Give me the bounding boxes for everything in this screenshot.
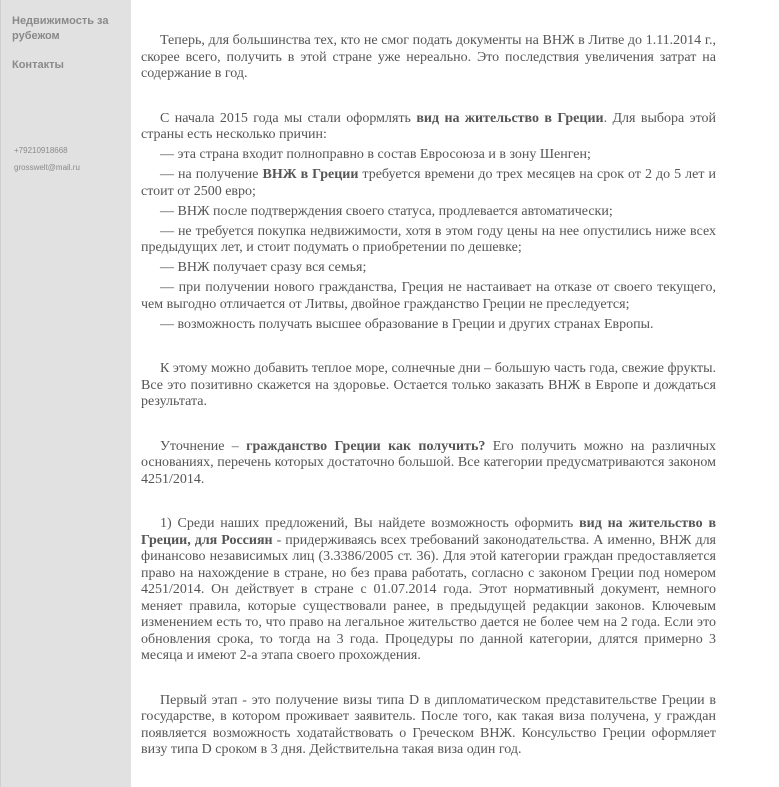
nav-link-real-estate-abroad[interactable]: Недвижимость за рубежом <box>12 15 109 42</box>
contact-phone: +79210918668 <box>14 146 68 155</box>
list-item: — эта страна входит полноправно в состав Евросоюза и в зону Шенген; <box>160 147 591 162</box>
list-item: — не требуется покупка недвижимости, хотя в этом году цены на нее опустились ниже всех предыдущих лет, и стоит подумать о приобретении по дешевке; <box>141 223 716 255</box>
contact-email[interactable]: grosswelt@mail.ru <box>14 163 80 172</box>
highlight-vnzh-greece: ВНЖ в Греции <box>262 167 359 182</box>
list-item: — возможность получать высшее образование в Греции и других странах Европы. <box>160 316 654 332</box>
paragraph-benefits: К этому можно добавить теплое море, солнечные дни – большую часть года, свежие фрукты. Все это позитивно скажется на здоровье. Остается только заказать ВНЖ в Европе и дождаться результата. <box>141 361 716 409</box>
highlight-citizenship-question: гражданство Греции как получить? <box>246 438 486 454</box>
list-item: — на получение ВНЖ в Греции требуется времени до трех месяцев на срок от 2 до 5 лет и стоит от 2500 евро; <box>141 167 717 199</box>
article-body <box>141 33 716 759</box>
list-item: — ВНЖ получает сразу вся семья; <box>160 260 367 275</box>
highlight-residence-greece: вид на жительство в Греции <box>416 110 604 126</box>
list-item: — при получении нового гражданства, Греция не настаивает на отказе от своего текущего, чем выгодно отличается от Литвы, двойное гражданство Греции не преследуется; <box>141 280 716 312</box>
paragraph-first-stage: Первый этап - это получение визы типа D в дипломатическом представительстве Греции в государстве, в котором проживает заявитель. После того, как такая виза получена, у граждан появляется возможность ходатайствовать о Греческом ВНЖ. Консульство Греции оформляет визу типа D сроком в 3 дня. Действительна такая виза один год. <box>141 692 716 757</box>
sidebar <box>0 0 131 787</box>
paragraph-offer: 1) Среди наших предложений, Вы найдете возможность оформить вид на жительство в Греции, для Россиян - придерживаясь всех требований законодательства. А именно, ВНЖ для финансово независимых лиц (3.3386/2005 ст. 36). Для этой категории граждан предоставляется право на нахождение в стране, но без права работать, согласно с законом Греции под номером 4251/2014. Он действует в стране с 01.07.2014 года. Этот нормативный документ, немного меняет правила, которые существовали ранее, в предыдущей редакции законов. Ключевым изменением есть то, что право на легальное жительство дается не более чем на 2 года. Если это обновления срока, то тогда на 3 года. Процедуры по данной категории, длятся примерно 3 месяца и имеют 2-а этапа своего прохождения. <box>141 516 716 663</box>
paragraph-greece-residence: С начала 2015 года мы стали оформлять вид на жительство в Греции. Для выбора этой страны есть несколько причин: <box>141 110 717 142</box>
list-item: — ВНЖ после подтверждения своего статуса, продлевается автоматически; <box>160 203 613 219</box>
paragraph-intro: Теперь, для большинства тех, кто не смог подать документы на ВНЖ в Литве до 1.11.2014 г., скорее всего, получить в этой стране уже нереально. Это последствия увеличения затрат на содержание в год. <box>141 33 716 81</box>
paragraph-citizenship: Уточнение – гражданство Греции как получить? Его получить можно на различных основаниях, перечень которых достаточно большой. Все категории предусматриваются законом 4251/2014. <box>141 438 716 487</box>
highlight-residence-russians: вид на жительство в Греции, для Россиян <box>141 516 716 548</box>
nav-link-contacts[interactable]: Контакты <box>12 59 64 71</box>
